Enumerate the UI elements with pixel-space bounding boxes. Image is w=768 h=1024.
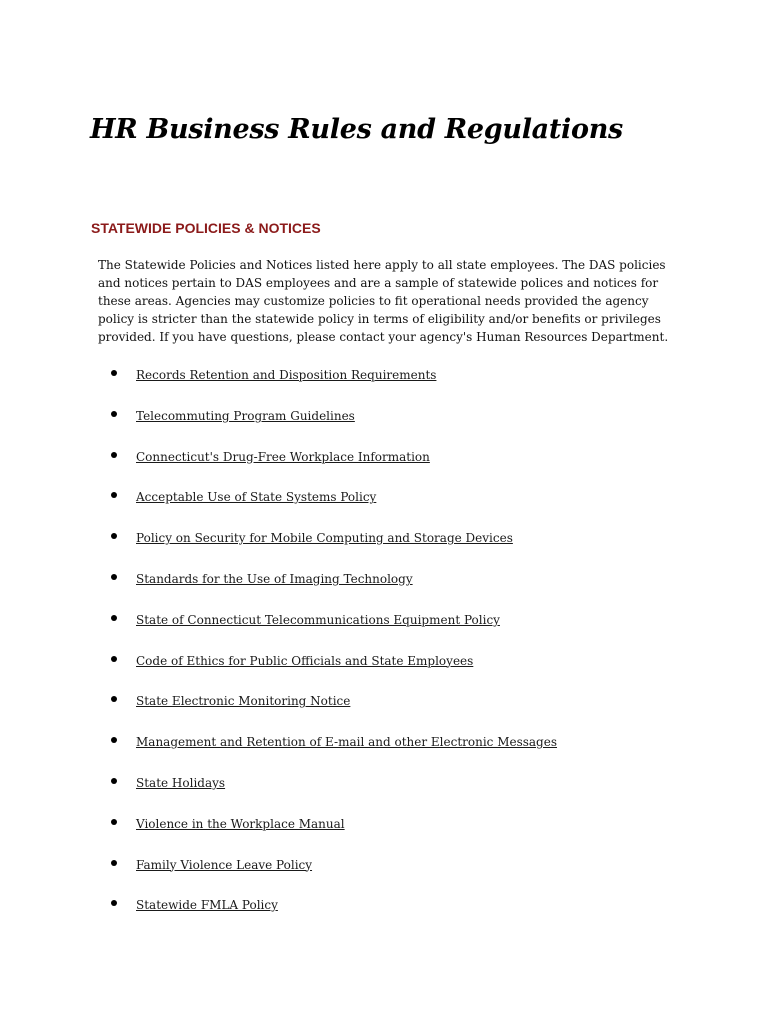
bullet-icon <box>111 860 117 866</box>
policy-link-mobile-security[interactable]: Policy on Security for Mobile Computing and Storage Devices <box>136 531 513 546</box>
policy-link-telecommunications-equipment[interactable]: State of Connecticut Telecommunications Equipment Policy <box>136 612 500 627</box>
bullet-icon <box>111 778 117 784</box>
bullet-icon <box>111 656 117 662</box>
policy-link-code-of-ethics[interactable]: Code of Ethics for Public Officials and State Employees <box>136 653 474 668</box>
policy-link-acceptable-use[interactable]: Acceptable Use of State Systems Policy <box>136 490 377 505</box>
bullet-icon <box>111 574 117 580</box>
policy-link-state-holidays[interactable]: State Holidays <box>136 775 226 790</box>
bullet-icon <box>111 615 117 621</box>
policy-link-telecommuting[interactable]: Telecommuting Program Guidelines <box>136 408 355 423</box>
section-heading: STATEWIDE POLICIES & NOTICES <box>91 220 321 236</box>
page-title: HR Business Rules and Regulations <box>90 114 623 145</box>
bullet-icon <box>111 452 117 458</box>
intro-paragraph: The Statewide Policies and Notices listed here apply to all state employees. The DAS policies and notices pertain to DAS employees and are a sample of statewide polices and notices for these areas. Agencies may customize policies to fit operational needs provided the agency policy is stricter than the statewide policy in terms of eligibility and/or benefits or privileges provided. If you have questions, please contact your agency's Human Resources Department. <box>98 258 669 344</box>
policy-link-fmla[interactable]: Statewide FMLA Policy <box>136 898 278 913</box>
bullet-icon <box>111 696 117 702</box>
policy-link-imaging-technology[interactable]: Standards for the Use of Imaging Technology <box>136 571 413 586</box>
bullet-icon <box>111 492 117 498</box>
policy-link-drug-free-workplace[interactable]: Connecticut's Drug-Free Workplace Information <box>136 449 430 464</box>
bullet-icon <box>111 819 117 825</box>
bullet-icon <box>111 737 117 743</box>
policy-link-family-violence-leave[interactable]: Family Violence Leave Policy <box>136 857 313 872</box>
bullet-icon <box>111 900 117 906</box>
policy-link-electronic-monitoring[interactable]: State Electronic Monitoring Notice <box>136 694 351 709</box>
bullet-icon <box>111 411 117 417</box>
policy-link-email-retention[interactable]: Management and Retention of E-mail and other Electronic Messages <box>136 735 558 750</box>
bullet-icon <box>111 533 117 539</box>
bullet-icon <box>111 370 117 376</box>
policy-link-records-retention[interactable]: Records Retention and Disposition Requirements <box>136 368 437 382</box>
policy-link-workplace-violence[interactable]: Violence in the Workplace Manual <box>136 816 345 831</box>
